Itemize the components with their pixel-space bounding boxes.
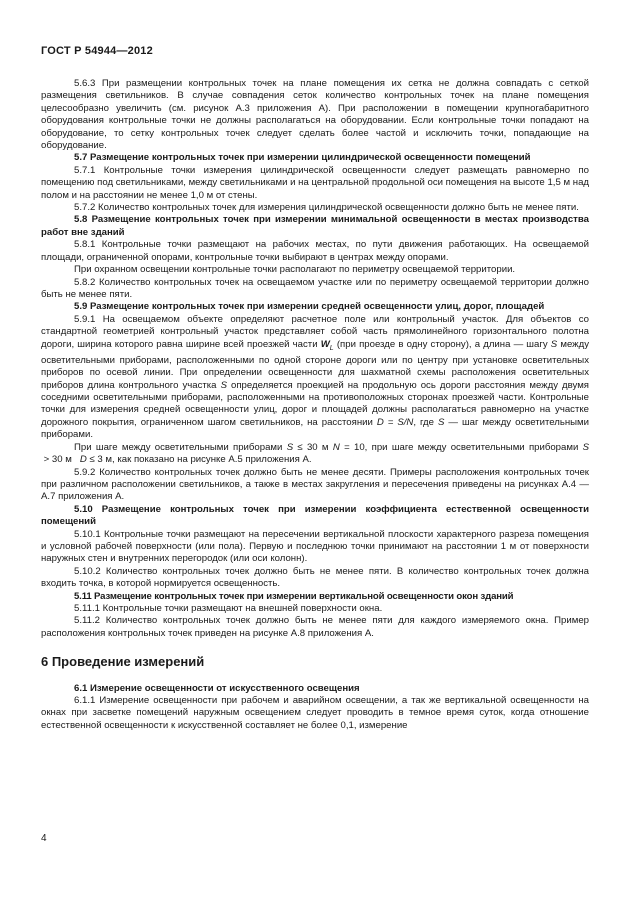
paragraph-5-8-1-guard: При охранном освещении контрольные точки располагают по периметру освещаемой территории. — [74, 264, 516, 276]
paragraph-5-11-1: 5.11.1 Контрольные точки размещают на внешней поверхности окна. — [74, 602, 383, 614]
symbol-s: S — [550, 338, 558, 350]
symbol-n: N — [332, 441, 340, 453]
paragraph-5-8-1: 5.8.1 Контрольные точки размещают на рабочих местах, по пути движения работающих. На освещаемой площади, ограниченной опорами, контрольные точки выбирают в центрах между опорами. — [41, 239, 589, 263]
heading-5-7: 5.7 Размещение контрольных точек при измерении цилиндрической освещенности помещений — [74, 152, 531, 164]
text-run: между осветительными приборами, расположенными по одной стороне дороги или по центру при установке осветительных приборов по осевой линии. При определении освещенности для шахматной схемы расположения осветительных приборов длина контрольного участка — [41, 338, 589, 391]
heading-5-10: 5.10 Размещение контрольных точек при измерении коэффициента естественной освещенности помещений — [41, 503, 589, 528]
paragraph-5-9-1 — [41, 314, 589, 442]
paragraph-5-9-2: 5.9.2 Количество контрольных точек должно быть не менее десяти. Примеры расположения контрольных точек при различном расположении светильников, а также в местах закругления и пересечения приведены на рисунках А.4 — А.7 приложения А. — [41, 466, 589, 503]
text-run: = 10, при шаге между осветительными приборами — [339, 441, 583, 453]
document-body — [41, 78, 589, 732]
paragraph-5-7-1: 5.7.1 Контрольные точки измерения цилиндрической освещенности следует размещать равномерно по помещению под светильниками, между светильниками и на центральной продольной оси помещения на высоте 1,5 м над полом и на расстоянии не менее 1,0 м от стены. — [41, 164, 589, 201]
page-number: 4 — [41, 833, 47, 844]
symbol-s: S — [437, 416, 445, 428]
symbol-s: S — [286, 441, 294, 453]
text-run: > 30 м — [41, 454, 80, 466]
text-run: — шаг между осветительными приборами. — [41, 416, 590, 441]
symbol-s: S — [582, 441, 590, 453]
heading-6-1: 6.1 Измерение освещенности от искусственного освещения — [74, 682, 360, 694]
symbol-w-subscript: L — [329, 344, 334, 352]
heading-5-8: 5.8 Размещение контрольных точек при измерении минимальной освещенности в местах производства работ вне зданий — [41, 214, 589, 238]
paragraph-5-10-1: 5.10.1 Контрольные точки размещают на пересечении вертикальной плоскости характерного разреза помещения и условной рабочей поверхности (или пола). Первую и последнюю точки принимают на расстоянии 1 м от поверхности наружных стен и внутренних перегородок (или оси колонн). — [41, 528, 589, 565]
formula-d: D = S/N — [376, 416, 414, 428]
paragraph-5-7-2: 5.7.2 Количество контрольных точек для измерения цилиндрической освещенности должно быть не менее пяти. — [74, 202, 579, 214]
heading-5-9: 5.9 Размещение контрольных точек при измерении средней освещенности улиц, дорог, площадей — [74, 301, 545, 313]
paragraph-5-10-2: 5.10.2 Количество контрольных точек должно быть не менее пяти. В количество контрольных точек должна входить точка, в которой нормируется освещенность. — [41, 565, 589, 590]
text-run: определяется проекцией на продольную ось дороги расстояния между двумя соседними осветительными приборами, расположенными на противоположных сторонах проезжей части. Контрольные точки для измерения средней освещенности улиц, дорог и площадей должны располагаться равномерно на участке дорожного покрытия, ограниченном шагом светильников, на расстоянии — [41, 379, 589, 428]
paragraph-6-1-1: 6.1.1 Измерение освещенности при рабочем и аварийном освещении, а так же вертикальной освещенности на окнах при засветке помещений наружным освещением следует проводить в темное время суток, когда отношение естественной освещенности к искусственной составляет не более 0,1, измерение — [41, 695, 589, 731]
symbol-d: D — [79, 454, 87, 466]
heading-5-11: 5.11 Размещение контрольных точек при измерении вертикальной освещенности окон зданий — [74, 590, 514, 602]
text-run: ≤ 30 м — [293, 441, 333, 453]
symbol-s: S — [220, 379, 227, 391]
paragraph-5-11-2: 5.11.2 Количество контрольных точек должно быть не менее пяти для каждого измеряемого окна. Пример расположения контрольных точек приведен на рисунке А.8 приложения А. — [41, 615, 589, 639]
paragraph-5-9-1-step — [41, 442, 589, 467]
text-run: 5.9.1 На освещаемом объекте определяют расчетное поле или контрольный участок. Для объектов со стандартной геометрией контрольный участок представляет собой часть прямолинейного горизонтального полотна дороги, ширина которого равна ширине всей проезжей части — [41, 313, 589, 350]
paragraph-5-6-3: 5.6.3 При размещении контрольных точек на плане помещения их сетка не должна совпадать с сеткой размещения светильников. В случае совпадения сеток количество контрольных точек на плане помещения целесообразно увеличить (см. рисунок А.3 приложения А). При расположении в помещении крупногабаритного оборудования контрольные точки не должны располагаться на оборудовании. Если контрольные точки попадают на оборудование, то сетку контрольных точек следует сделать более частой и исключить точки, попадающие на оборудование. — [41, 78, 589, 152]
text-run: ≤ 3 м, как показано на рисунке А.5 приложения А. — [86, 454, 312, 466]
symbol-w: W — [320, 338, 330, 350]
text-run: При шаге между осветительными приборами — [74, 441, 287, 453]
text-run: (при проезде в одну сторону), а длина — шагу — [333, 338, 551, 350]
text-run: , где — [413, 416, 438, 428]
document-header: ГОСТ Р 54944—2012 — [41, 45, 153, 57]
paragraph-5-8-2: 5.8.2 Количество контрольных точек на освещаемом участке или по периметру освещаемой территории должно быть не менее пяти. — [41, 276, 589, 300]
section-6-title: 6 Проведение измерений — [41, 654, 205, 670]
